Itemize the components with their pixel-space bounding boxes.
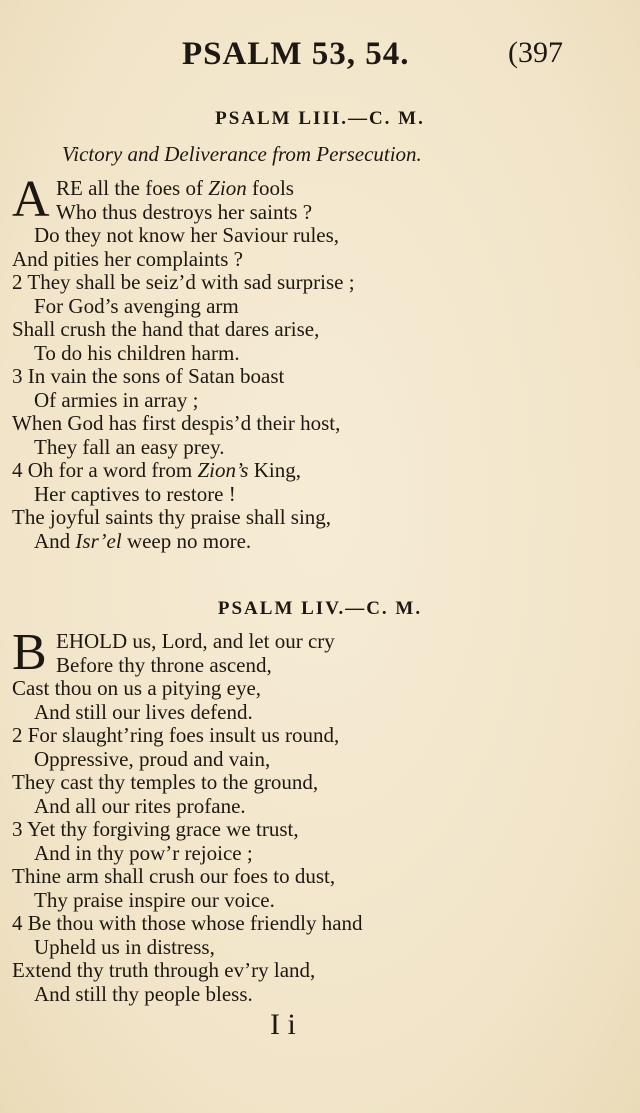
page-number: (397: [508, 36, 563, 69]
verse-line: Oppressive, proud and vain,: [34, 746, 271, 771]
drop-cap: B: [12, 624, 47, 681]
verse-line: Extend thy truth through ev’ry land,: [12, 958, 316, 982]
verse-line: They cast thy temples to the ground,: [12, 770, 319, 794]
verse-line: And all our rites profane.: [34, 793, 246, 818]
verse-line: They fall an easy prey.: [34, 434, 225, 459]
verse-line: And in thy pow’r rejoice ;: [34, 840, 253, 865]
psalm-53-subtitle: Victory and Deliverance from Persecution.: [62, 142, 422, 166]
verse-line: Shall crush the hand that dares arise,: [12, 317, 320, 341]
drop-cap: A: [12, 171, 50, 228]
verse-line: 4 Be thou with those whose friendly hand: [12, 911, 363, 935]
signature-mark: I i: [270, 1008, 296, 1041]
running-head: [0, 36, 640, 76]
psalm-53-verses: [12, 171, 612, 553]
verse-line: EHOLD us, Lord, and let our cry: [56, 629, 335, 653]
verse-line: 3 In vain the sons of Satan boast: [12, 364, 285, 388]
psalm-53: [0, 108, 640, 138]
verse-line: Her captives to restore !: [34, 481, 236, 506]
psalm-53-heading: PSALM LIII.—C. M.: [215, 108, 425, 129]
verse-line: 4 Oh for a word from Zion’s King,: [12, 458, 301, 482]
verse-line: Who thus destroys her saints ?: [56, 199, 313, 224]
verse-line: For God’s avenging arm: [34, 293, 239, 318]
verse-line: And still our lives defend.: [34, 699, 253, 724]
verse-line: Before thy throne ascend,: [56, 652, 272, 677]
verse-line: Do they not know her Saviour rules,: [34, 223, 340, 247]
verse-line: The joyful saints thy praise shall sing,: [12, 505, 332, 529]
verse-line: And pities her complaints ?: [12, 246, 243, 271]
psalm-54-heading: PSALM LIV.—C. M.: [217, 598, 423, 619]
verse-line: 3 Yet thy forgiving grace we trust,: [12, 817, 299, 841]
verse-line: RE all the foes of Zion fools: [56, 176, 294, 200]
verse-line: 2 They shall be seiz’d with sad surprise ;: [12, 270, 355, 294]
running-head-title: PSALM 53, 54.: [182, 36, 410, 72]
psalm-54-verses: [12, 624, 612, 1006]
verse-line: Cast thou on us a pitying eye,: [12, 676, 262, 700]
verse-line: And Isr’el weep no more.: [34, 528, 252, 553]
psalm-54: [0, 598, 640, 628]
verse-line: Upheld us in distress,: [34, 934, 215, 959]
verse-line: To do his children harm.: [34, 340, 240, 365]
verse-line: Thy praise inspire our voice.: [34, 887, 275, 912]
verse-line: And still thy people bless.: [34, 981, 253, 1006]
verse-line: 2 For slaught’ring foes insult us round,: [12, 723, 340, 747]
verse-line: Of armies in array ;: [34, 387, 199, 412]
verse-line: Thine arm shall crush our foes to dust,: [12, 864, 336, 888]
verse-line: When God has first despis’d their host,: [12, 411, 341, 435]
